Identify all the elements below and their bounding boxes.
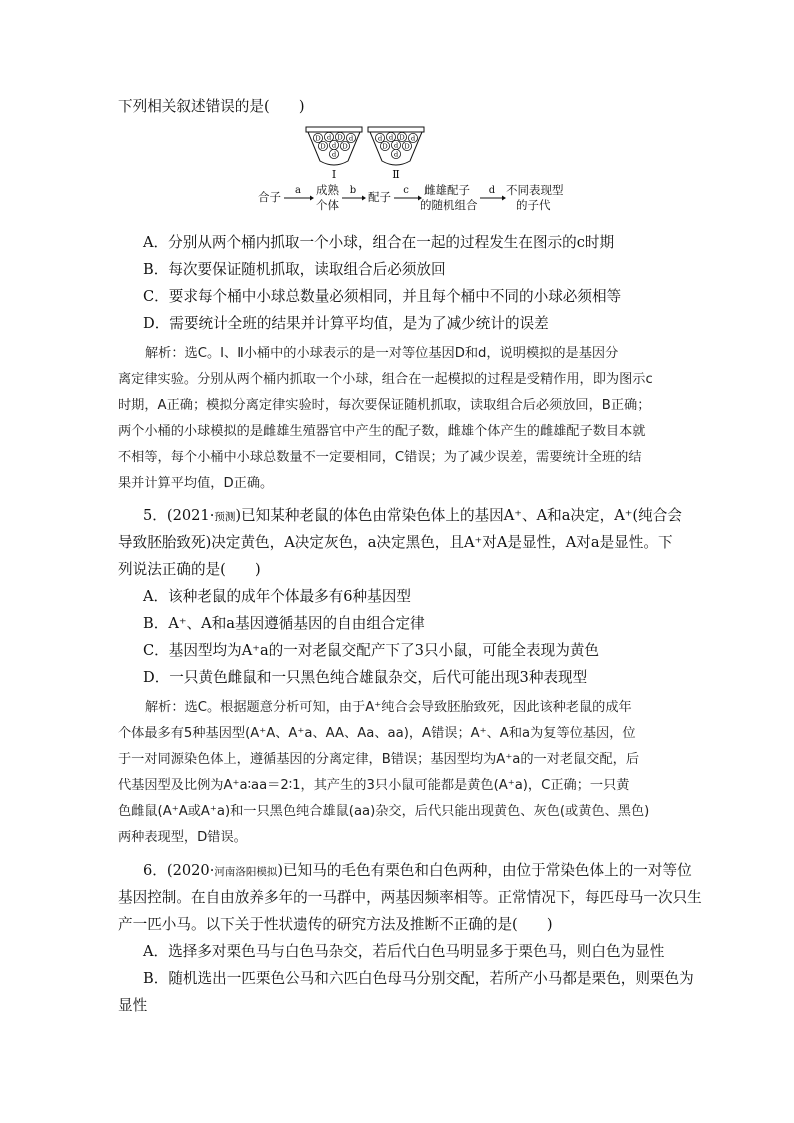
q6-option-b: B．随机选出一匹栗色公马和六匹白色母马分别交配，若所产小马都是栗色，则栗色为 [143,970,694,987]
q4-analysis-line: 果并计算平均值，D正确。 [118,476,274,491]
ball-label: D [337,133,343,142]
q5-analysis-line: 个体最多有5种基因型(A⁺A、A⁺a、AA、Aa、aa)，A错误；A⁺、A和a为复等位基因，位 [118,726,636,741]
flow-label-d: d [488,185,496,196]
ball-label: d [331,150,337,159]
flow-gamete: 配子 [368,190,391,204]
flow-mature-1: 成熟 [316,183,339,197]
ball-label: d [388,133,394,142]
q4-option-c: C．要求每个桶中小球总数量必须相同，并且每个桶中不同的小球必须相等 [143,288,622,305]
q6-stem-text: )已知马的毛色有栗色和白色两种，由位于常染色体上的一对等位 [277,862,692,879]
q5-analysis-line: 于一对同源染色体上，遵循基因的分离定律，B错误；基因型均为A⁺a的一对老鼠交配，后 [118,752,640,767]
q6-stem-line-2: 基因控制。在自由放养多年的一马群中，两基因频率相等。正常情况下，每匹母马一次只生 [118,889,702,906]
q5-stem-line-1 [143,506,682,527]
q5-option-b: B．A⁺、A和a基因遵循基因的自由组合定律 [143,615,425,632]
q5-stem-line-2: 导致胚胎致死)决定黄色，A决定灰色，a决定黑色，且A⁺对A是显性，A对a是显性。下 [118,534,673,551]
q4-analysis-line: 不相等，每个小桶中小球总数量不一定要相同，C错误；为了减少误差，需要统计全班的结 [118,450,642,465]
ball-label: d [393,141,399,150]
q6-number: 6．(2020· [143,862,215,879]
q4-analysis-line: 两个小桶的小球模拟的是雌雄生殖器官中产生的配子数，雌雄个体产生的雌雄配子数目本就 [118,424,646,439]
q5-option-a: A．该种老鼠的成年个体最多有6种基因型 [143,588,411,605]
q5-stem-text: )已知某种老鼠的体色由常染色体上的基因A⁺、A和a决定，A⁺(纯合会 [235,507,682,524]
genetics-bucket-diagram [250,125,580,220]
q4-analysis-line: 解析：选C。Ⅰ、Ⅱ小桶中的小球表示的是一对等位基因D和d，说明模拟的是基因分 [145,346,619,361]
ball-label: D [404,142,410,151]
q6-option-b-cont: 显性 [118,997,148,1014]
q6-stem-line-3: 产一匹小马。以下关于性状遗传的研究方法及推断不正确的是( ) [118,916,553,933]
flow-label-b: b [349,185,357,196]
q6-stem-line-1 [143,861,692,882]
q5-analysis-line: 解析：选C。根据题意分析可知，由于A⁺纯合会导致胚胎致死，因此该种老鼠的成年 [145,700,632,715]
flow-random-2: 的随机组合 [420,198,478,212]
ball-label: d [331,141,337,150]
q5-analysis-line: 两种表现型，D错误。 [118,830,247,845]
q6-option-a: A．选择多对栗色马与白色马杂交，若后代白色马明显多于栗色马，则白色为显性 [143,943,665,960]
q4-option-d: D．需要统计全班的结果并计算平均值，是为了减少统计的误差 [143,315,549,332]
q5-analysis-line: 色雌鼠(A⁺A或A⁺a)和一只黑色纯合雄鼠(aa)杂交，后代只能出现黄色、灰色(或黄色、黑色) [118,804,650,819]
ball-label: D [399,133,405,142]
ball-label: d [410,134,416,143]
flow-random-1: 雌雄配子 [424,183,470,197]
q5-analysis-line: 代基因型及比例为A⁺a∶aa＝2∶1，其产生的3只小鼠可能都是黄色(A⁺a)，C正确；一只黄 [118,778,630,793]
bucket-1 [306,127,362,165]
flow-offspring-1: 不同表现型 [506,183,564,197]
ball-label: d [326,133,332,142]
q4-option-b: B．每次要保证随机抓取，读取组合后必须放回 [143,261,446,278]
q6-source: 河南洛阳模拟 [214,866,278,878]
q4-option-a: A．分别从两个桶内抓取一个小球，组合在一起的过程发生在图示的c时期 [143,234,615,251]
bucket-2 [368,127,424,165]
flow-offspring-2: 的子代 [516,198,551,212]
flow-zygote: 合子 [258,190,281,204]
q5-option-c: C．基因型均为A⁺a的一对老鼠交配产下了3只小鼠，可能全表现为黄色 [143,642,600,659]
ball-label: D [342,142,348,151]
bucket-1-label: Ⅰ [331,168,337,181]
flow-label-a: a [295,185,301,196]
ball-label: d [377,134,383,143]
q5-option-d: D．一只黄色雌鼠和一只黑色纯合雄鼠杂交，后代可能出现3种表现型 [143,669,588,686]
q5-number: 5．(2021· [143,507,215,524]
q4-stem: 下列相关叙述错误的是( ) [118,98,305,115]
ball-label: D [382,142,388,151]
ball-label: D [315,134,321,143]
q5-stem-line-3: 列说法正确的是( ) [118,561,261,578]
flow-label-c: c [403,185,409,196]
flow-mature-2: 个体 [316,198,339,212]
ball-label: d [348,134,354,143]
life-cycle-flow [258,183,564,212]
q4-analysis-line: 离定律实验。分别从两个桶内抓取一个小球，组合在一起模拟的过程是受精作用，即为图示c [118,372,653,387]
ball-label: d [393,150,399,159]
q4-analysis-line: 时期，A正确；模拟分离定律实验时，每次要保证随机抓取，读取组合后必须放回，B正确； [118,398,651,413]
ball-label: D [320,142,326,151]
bucket-2-label: Ⅱ [392,168,400,181]
q5-source: 预测 [214,511,236,523]
